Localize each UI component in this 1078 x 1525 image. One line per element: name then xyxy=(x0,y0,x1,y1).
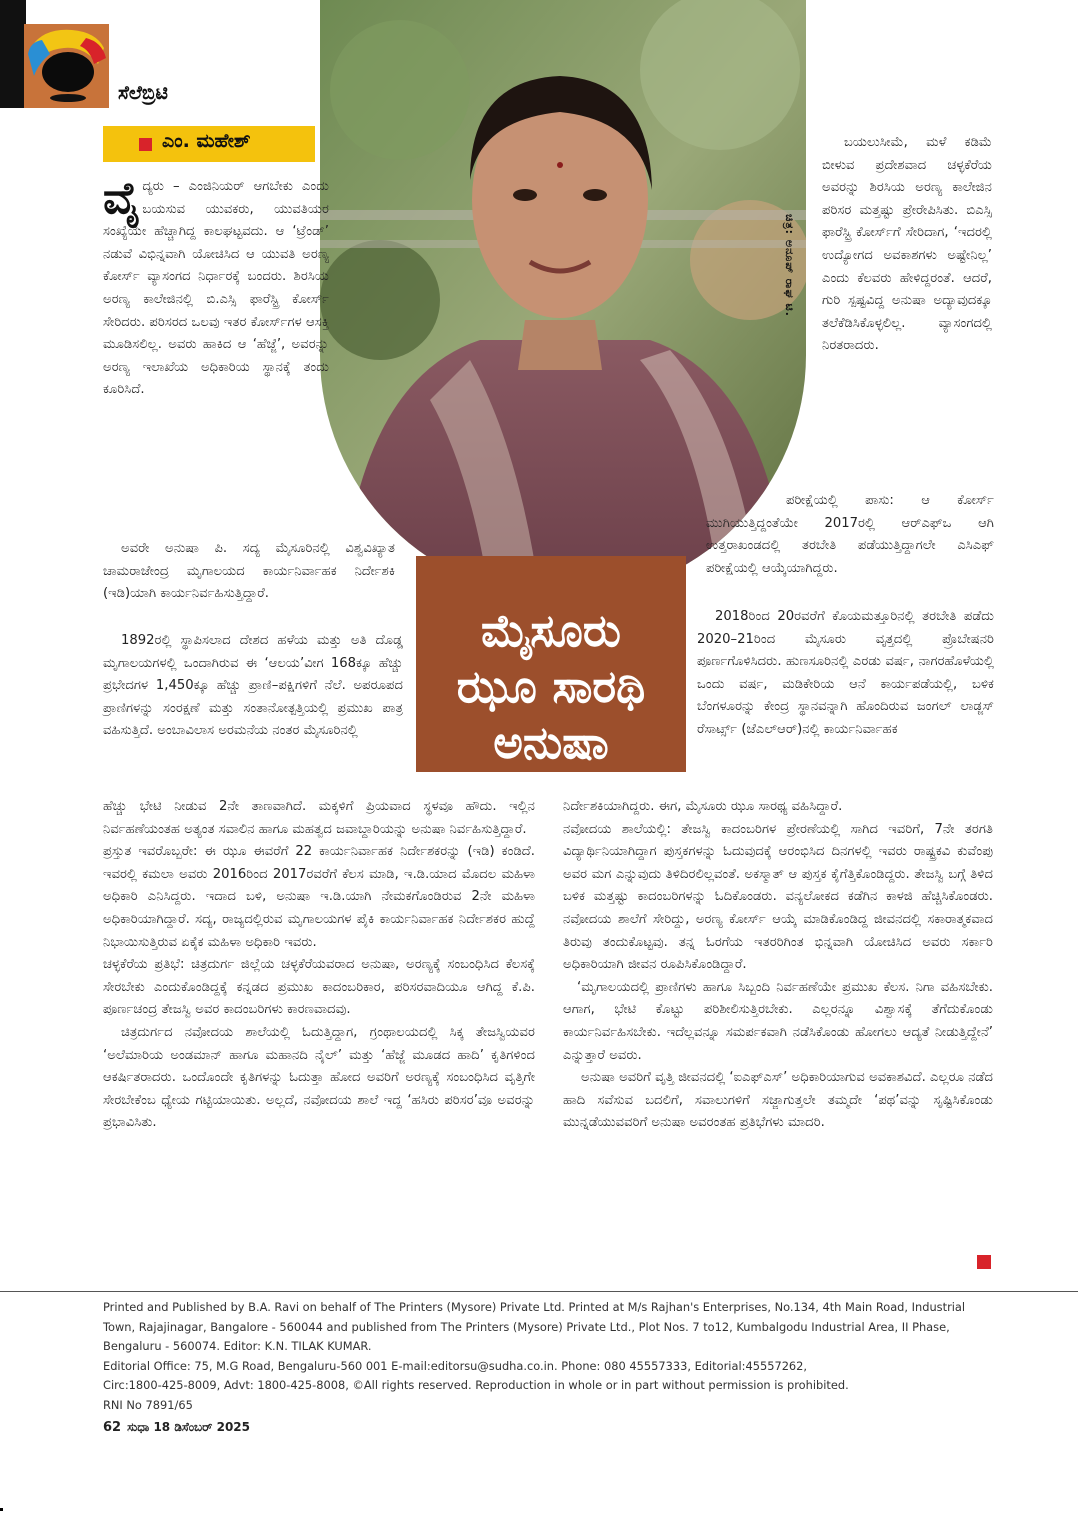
paragraph: ನವೋದಯ ಶಾಲೆಯಲ್ಲಿ: ತೇಜಸ್ವಿ ಕಾದಂಬರಿಗಳ ಪ್ರೇರಣೆಯಲ್ಲಿ ಸಾಗಿದ ಇವರಿಗೆ, 7ನೇ ತರಗತಿ ವಿದ್ಯಾರ್ಥಿನಿಯಾಗಿದ್ದಾಗ ಪುಸ್ತಕಗಳನ್ನು ಓದುವುದಕ್ಕೆ ಆರಂಭಿಸಿದ ದಿನಗಳಲ್ಲಿ ಇವರು ರಾಷ್ಟ್ರಕವಿ ಕುವೆಂಪು ಅವರ ಮಗ ಎನ್ನುವುದು ತಿಳಿದಿರಲಿಲ್ಲವಂತೆ. ಅಕಸ್ಮಾತ್ ಆ ಪುಸ್ತಕ ಕೈಗೆತ್ತಿಕೊಂಡಿದ್ದರು. ತೇಜಸ್ವಿ ಬಗ್ಗೆ ತಿಳಿದ ಬಳಿಕ ಮತ್ತಷ್ಟು ಕಾದಂಬರಿಗಳನ್ನು ಓದಿಕೊಂಡರು. ವನ್ಯಲೋಕದ ಕಡೆಗಿನ ಕಾಳಜಿ ಹೆಚ್ಚಿಸಿಕೊಂಡರು. ನವೋದಯ ಶಾಲೆಗೆ ಸೇರಿದ್ದು, ಅರಣ್ಯ ಕೋರ್ಸ್ ಆಯ್ಕೆ ಮಾಡಿಕೊಂಡಿದ್ದ ಜೀವನದಲ್ಲಿ ಸಕಾರಾತ್ಮಕವಾದ ತಿರುವು ತಂದುಕೊಟ್ಟವು. ತನ್ನ ಓರಗೆಯ ಇತರರಿಗಿಂತ ಭಿನ್ನವಾಗಿ ಯೋಚಿಸಿದ ಅವರು ಸರ್ಕಾರಿ ಅಧಿಕಾರಿಯಾಗಿ ಜೀವನ ರೂಪಿಸಿಕೊಂಡಿದ್ದಾರೆ. xyxy=(563,821,993,973)
paragraph: ಪ್ರಸ್ತುತ ಇವರೊಬ್ಬರೇ: ಈ ಝೂ ಈವರೆಗೆ 22 ಕಾರ್ಯನಿರ್ವಾಹಕ ನಿರ್ದೇಶಕರನ್ನು (ಇಡಿ) ಕಂಡಿದೆ. ಇವರಲ್ಲಿ ಕಮಲಾ ಅವರು 2016ರಿಂದ 2017ರವರೆಗೆ ಕೆಲಸ ಮಾಡಿ, ಇ.ಡಿ.ಯಾದ ಮೊದಲ ಮಹಿಳಾ ಅಧಿಕಾರಿ ಎನಿಸಿದ್ದರು. ಇದಾದ ಬಳಿ, ಅನುಷಾ ಇ.ಡಿ.ಯಾಗಿ ನೇಮಕಗೊಂಡಿರುವ 2ನೇ ಮಹಿಳಾ ಅಧಿಕಾರಿಯಾಗಿದ್ದಾರೆ. ಸದ್ಯ, ರಾಜ್ಯದಲ್ಲಿರುವ ಮೃಗಾಲಯಗಳ ಪೈಕಿ ಕಾರ್ಯನಿರ್ವಾಹಕ ನಿರ್ದೇಶಕರ ಹುದ್ದೆ ನಿಭಾಯಿಸುತ್ತಿರುವ ಏಕೈಕ ಮಹಿಳಾ ಅಧಿಕಾರಿ ಇವರು. xyxy=(103,844,535,950)
paragraph: ಚಳ್ಳಕೆರೆಯ ಪ್ರತಿಭೆ: ಚಿತ್ರದುರ್ಗ ಜಿಲ್ಲೆಯ ಚಳ್ಳಕೆರೆಯವರಾದ ಅನುಷಾ, ಅರಣ್ಯಕ್ಕೆ ಸಂಬಂಧಿಸಿದ ಕೆಲಸಕ್ಕೆ ಸೇರಬೇಕು ಎಂದುಕೊಂಡಿದ್ದಕ್ಕೆ ಕನ್ನಡದ ಪ್ರಮುಖ ಕಾದಂಬರಿಕಾರ, ಪರಿಸರವಾದಿಯೂ ಆಗಿದ್ದ ಕೆ.ಪಿ. ಪೂರ್ಣಚಂದ್ರ ತೇಜಸ್ವಿ ಅವರ ಕಾದಂಬರಿಗಳು ಕಾರಣವಾದವು. xyxy=(103,957,535,1018)
paragraph: ಹೆಚ್ಚು ಭೇಟಿ ನೀಡುವ 2ನೇ ತಾಣವಾಗಿದೆ. ಮಕ್ಕಳಿಗೆ ಪ್ರಿಯವಾದ ಸ್ಥಳವೂ ಹೌದು. ಇಲ್ಲಿನ ನಿರ್ವಹಣೆಯಂತಹ ಅತ್ಯಂತ ಸವಾಲಿನ ಹಾಗೂ ಮಹತ್ವದ ಜವಾಬ್ದಾರಿಯನ್ನು ಅನುಷಾ ನಿರ್ವಹಿಸುತ್ತಿದ್ದಾರೆ. xyxy=(103,799,535,837)
col1-bottom xyxy=(103,796,535,1135)
paragraph: ಚಿತ್ರದುರ್ಗದ ನವೋದಯ ಶಾಲೆಯಲ್ಲಿ ಓದುತ್ತಿದ್ದಾಗ, ಗ್ರಂಥಾಲಯದಲ್ಲಿ ಸಿಕ್ಕ ತೇಜಸ್ವಿಯವರ ‘ಅಲೆಮಾರಿಯ ಅಂಡಮಾನ್ ಹಾಗೂ ಮಹಾನದಿ ನೈಲ್’ ಮತ್ತು ‘ಹೆಜ್ಜೆ ಮೂಡದ ಹಾದಿ’ ಕೃತಿಗಳಿಂದ ಆಕರ್ಷಿತರಾದರು. ಒಂದೊಂದೇ ಕೃತಿಗಳನ್ನು ಓದುತ್ತಾ ಹೋದ ಅವರಿಗೆ ಅರಣ್ಯಕ್ಕೆ ಸಂಬಂಧಿಸಿದ ವೃತ್ತಿಗೇ ಸೇರಬೇಕೆಂಬ ಧ್ಯೇಯ ಗಟ್ಟಿಯಾಯಿತು. ಅಲ್ಲದೆ, ನವೋದಯ ಶಾಲೆ ಇದ್ದ ‘ಹಸಿರು ಪರಿಸರ’ವೂ ಅವರನ್ನು ಪ್ರಭಾವಿಸಿತು. xyxy=(103,1024,535,1131)
imprint-line: Circ:1800-425-8009, Advt: 1800-425-8008, ©All rights reserved. Reproduction in whole or in part without permission is prohibited. xyxy=(103,1378,849,1392)
col2-top xyxy=(822,132,992,358)
paragraph-history: 1892ರಲ್ಲಿ ಸ್ಥಾಪಿಸಲಾದ ದೇಶದ ಹಳೆಯ ಮತ್ತು ಅತಿ ದೊಡ್ಡ ಮೃಗಾಲಯಗಳಲ್ಲಿ ಒಂದಾಗಿರುವ ಈ ‘ಆಲಯ’ವೀಗ 168ಕ್ಕೂ ಹೆಚ್ಚು ಪ್ರಭೇದಗಳ 1,450ಕ್ಕೂ ಹೆಚ್ಚು ಪ್ರಾಣಿ–ಪಕ್ಷಿಗಳಿಗೆ ನೆಲೆ. ಅಪರೂಪದ ಪ್ರಾಣಿಗಳನ್ನು ಸಂರಕ್ಷಣೆ ಮತ್ತು ಸಂತಾನೋತ್ಪತ್ತಿಯಲ್ಲಿ ಪ್ರಮುಖ ಪಾತ್ರ ವಹಿಸುತ್ತಿದೆ. ಅಂಬಾವಿಲಾಸ ಅರಮನೆಯ ನಂತರ ಮೈಸೂರಿನಲ್ಲಿ xyxy=(103,633,403,739)
paragraph: ನಿರ್ದೇಶಕಿಯಾಗಿದ್ದರು. ಈಗ, ಮೈಸೂರು ಝೂ ಸಾರಥ್ಯ ವಹಿಸಿದ್ದಾರೆ. xyxy=(563,799,843,814)
paragraph-exam: ಪರೀಕ್ಷೆಯಲ್ಲಿ ಪಾಸು: ಆ ಕೋರ್ಸ್ ಮುಗಿಯುತ್ತಿದ್ದಂತೆಯೇ 2017ರಲ್ಲಿ ಆರ್‌ಎಫ್‌ಒ ಆಗಿ ಉತ್ತರಾಖಂಡದಲ್ಲಿ ತರಬೇತಿ ಪಡೆಯುತ್ತಿದ್ದಾಗಲೇ ಎಸಿಎಫ್ ಪರೀಕ್ಷೆಯಲ್ಲಿ ಆಯ್ಕೆಯಾಗಿದ್ದರು. xyxy=(706,493,994,576)
col2-paragraph-3 xyxy=(697,606,994,742)
page-number: 62 xyxy=(103,1420,122,1435)
drop-cap: ವೈ xyxy=(103,173,141,224)
author-name: ಎಂ. ಮಹೇಶ್ xyxy=(162,130,251,152)
col1-paragraph-2 xyxy=(103,538,395,606)
issue-info: ಸುಧಾ 18 ಡಿಸೆಂಬರ್ 2025 xyxy=(127,1420,250,1434)
author-bullet xyxy=(139,138,152,151)
col2-mid xyxy=(706,490,994,580)
headline-line-1: ಮೈಸೂರು xyxy=(481,604,621,657)
col2-bottom xyxy=(563,796,993,1135)
imprint-line: Printed and Published by B.A. Ravi on behalf of The Printers (Mysore) Private Ltd. Printed at M/s Rajhan's Enterprises, No.134, 4th Main Road, Industrial Town, Rajajinagar, Bangalore - 560044 and published from The Printers (Mysore) Private Ltd., Plot Nos. 7 to12, Kumbalgodu Industrial Area, II Phase, Bengaluru - 560074. Editor: K.N. TILAK KUMAR. xyxy=(103,1300,966,1353)
photo-credit: ಚಿತ್ರ: ಅನೂಪ್ ರಾಘ ಟಿ. xyxy=(783,214,796,317)
logo-black-bar xyxy=(0,0,26,108)
imprint-line: Editorial Office: 75, M.G Road, Bengaluru-560 001 E-mail:editorsu@sudha.co.in. Phone: 080 45557333, Editorial:45557262, xyxy=(103,1358,808,1373)
section-label: ಸೆಲೆಬ್ರಿಟಿ xyxy=(118,82,168,104)
headline-box xyxy=(416,556,686,772)
col1-paragraph-3 xyxy=(103,630,403,743)
imprint-line: RNI No 7891/65 xyxy=(103,1397,193,1412)
section-logo-icon xyxy=(24,24,109,108)
intro-paragraph: ದ್ಯರು – ಎಂಜಿನಿಯರ್ ಆಗಬೇಕು ಎಂದು ಬಯಸುವ ಯುವಕರು, ಯುವತಿಯರ ಸಂಖ್ಯೆಯೇ ಹೆಚ್ಚಾಗಿದ್ದ ಕಾಲಘಟ್ಟವದು. ಆ ‘ಟ್ರೆಂಡ್’ ನಡುವೆ ವಿಭಿನ್ನವಾಗಿ ಯೋಚಿಸಿದ ಆ ಯುವತಿ ಅರಣ್ಯ ಕೋರ್ಸ್ ವ್ಯಾಸಂಗದ ನಿರ್ಧಾರಕ್ಕೆ ಬಂದರು. ಶಿರಸಿಯ ಅರಣ್ಯ ಕಾಲೇಜಿನಲ್ಲಿ ಬಿ.ಎಸ್ಸಿ ಫಾರೆಸ್ಟ್ರಿ ಕೋರ್ಸ್ ಸೇರಿದರು. ಪರಿಸರದ ಒಲವು ಇತರ ಕೋರ್ಸ್‌ಗಳ ಆಸಕ್ತಿ ಮೂಡಿಸಲಿಲ್ಲ. ಅವರು ಹಾಕಿದ ಆ ‘ಹೆಜ್ಜೆ’, ಅವರನ್ನು ಅರಣ್ಯ ಇಲಾಖೆಯ ಅಧಿಕಾರಿಯ ಸ್ಥಾನಕ್ಕೆ ತಂದು ಕೂರಿಸಿದೆ. xyxy=(103,179,329,398)
end-mark xyxy=(977,1255,991,1269)
paragraph-career: 2018ರಿಂದ 20ರವರೆಗೆ ಕೊಯಮತ್ತೂರಿನಲ್ಲಿ ತರಬೇತಿ ಪಡೆದು 2020–21ರಿಂದ ಮೈಸೂರು ವೃತ್ತದಲ್ಲಿ ಪ್ರೊಬೇಷನರಿ ಪೂರ್ಣಗೊಳಿಸಿದರು. ಹುಣಸೂರಿನಲ್ಲಿ ಎರಡು ವರ್ಷ, ನಾಗರಹೊಳೆಯಲ್ಲಿ ಒಂದು ವರ್ಷ, ಮಡಿಕೇರಿಯ ಆನೆ ಕಾರ್ಯಪಡೆಯಲ್ಲಿ, ಬಳಿಕ ಬೆಂಗಳೂರನ್ನು ಕೇಂದ್ರ ಸ್ಥಾನವನ್ನಾಗಿ ಹೊಂದಿರುವ ಜಂಗಲ್ ಲಾಡ್ಜಸ್ ರೆಸಾರ್ಟ್ಸ್ (ಜೆಎಲ್‌ಆರ್)ನಲ್ಲಿ ಕಾರ್ಯನಿರ್ವಾಹಕ xyxy=(697,609,994,737)
headline-line-2: ಝೂ ಸಾರಥಿ xyxy=(456,660,646,713)
folio xyxy=(103,1420,250,1435)
paragraph: ‘ಮೃಗಾಲಯದಲ್ಲಿ ಪ್ರಾಣಿಗಳು ಹಾಗೂ ಸಿಬ್ಬಂದಿ ನಿರ್ವಹಣೆಯೇ ಪ್ರಮುಖ ಕೆಲಸ. ನಿಗಾ ವಹಿಸಬೇಕು. ಆಗಾಗ, ಭೇಟಿ ಕೊಟ್ಟು ಪರಿಶೀಲಿಸುತ್ತಿರಬೇಕು. ಎಲ್ಲರನ್ನೂ ವಿಶ್ವಾಸಕ್ಕೆ ತೆಗೆದುಕೊಂಡು ಕಾರ್ಯನಿರ್ವಹಿಸಬೇಕು. ಇದೆಲ್ಲವನ್ನೂ ಸಮರ್ಪಕವಾಗಿ ನಡೆಸಿಕೊಂಡು ಹೋಗಲು ಆದ್ಯತೆ ನೀಡುತ್ತಿದ್ದೇನೆ’ ಎನ್ನುತ್ತಾರೆ ಅವರು. xyxy=(563,979,993,1063)
crop-mark xyxy=(0,1508,3,1511)
col1-top xyxy=(103,173,329,402)
imprint xyxy=(103,1298,993,1415)
headline-line-3: ಅನುಷಾ xyxy=(493,716,609,769)
paragraph-ed: ಅವರೇ ಅನುಷಾ ಪಿ. ಸದ್ಯ ಮೈಸೂರಿನಲ್ಲಿ ವಿಶ್ವವಿಖ್ಯಾತ ಚಾಮರಾಜೇಂದ್ರ ಮೃಗಾಲಯದ ಕಾರ್ಯನಿರ್ವಾಹಕ ನಿರ್ದೇಶಕಿ (ಇಡಿ)ಯಾಗಿ ಕಾರ್ಯನಿರ್ವಹಿಸುತ್ತಿದ್ದಾರೆ. xyxy=(103,541,395,602)
paragraph-sirsi: ಬಯಲುಸೀಮೆ, ಮಳೆ ಕಡಿಮೆ ಬೀಳುವ ಪ್ರದೇಶವಾದ ಚಳ್ಳಕೆರೆಯ ಅವರನ್ನು ಶಿರಸಿಯ ಅರಣ್ಯ ಕಾಲೇಜಿನ ಪರಿಸರ ಮತ್ತಷ್ಟು ಪ್ರೇರೇಪಿಸಿತು. ಬಿಎಸ್ಸಿ ಫಾರೆಸ್ಟ್ರಿ ಕೋರ್ಸ್‌ಗೆ ಸೇರಿದಾಗ, ‘ಇದರಲ್ಲಿ ಉದ್ಯೋಗದ ಅವಕಾಶಗಳು ಅಷ್ಟೇನಿಲ್ಲ’ ಎಂದು ಕೆಲವರು ಹೇಳಿದ್ದರಂತೆ. ಆದರೆ, ಗುರಿ ಸ್ಪಷ್ಟವಿದ್ದ ಅನುಷಾ ಅದ್ಯಾವುದಕ್ಕೂ ತಲೆಕೆಡಿಸಿಕೊಳ್ಳಲಿಲ್ಲ. ವ್ಯಾಸಂಗದಲ್ಲಿ ನಿರತರಾದರು. xyxy=(822,135,992,354)
paragraph: ಅನುಷಾ ಅವರಿಗೆ ವೃತ್ತಿ ಜೀವನದಲ್ಲಿ ‘ಐಎಫ್‌ಎಸ್’ ಅಧಿಕಾರಿಯಾಗುವ ಅವಕಾಶವಿದೆ. ಎಲ್ಲರೂ ನಡೆದ ಹಾದಿ ಸವೆಸುವ ಬದಲಿಗೆ, ಸವಾಲುಗಳಿಗೆ ಸಜ್ಜಾಗುತ್ತಲೇ ತಮ್ಮದೇ ‘ಪಥ’ವನ್ನು ಸೃಷ್ಟಿಸಿಕೊಂಡು ಮುನ್ನಡೆಯುವವರಿಗೆ ಅನುಷಾ ಅವರಂತಹ ಪ್ರತಿಭೆಗಳು ಮಾದರಿ. xyxy=(563,1070,993,1131)
footer-rule xyxy=(0,1291,1078,1292)
